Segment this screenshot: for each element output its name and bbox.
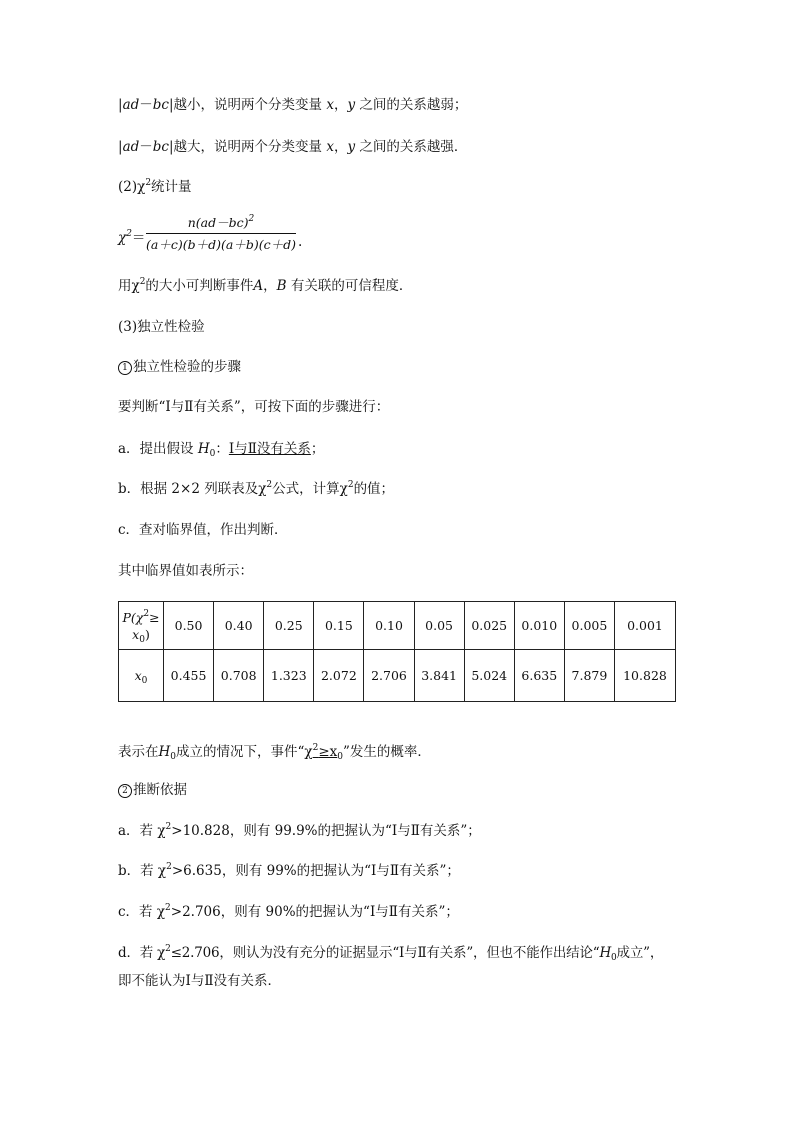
- inference-c: c．若 $\chi^2>2.706$，则有 90%的把握认为“Ⅰ与Ⅱ有关系”；: [118, 903, 459, 920]
- step-a: a．提出假设 $H_0$：Ⅰ与Ⅱ没有关系；: [118, 441, 325, 459]
- circled-number-1: 1: [118, 361, 132, 375]
- fraction-bar: [146, 233, 296, 234]
- inference-a: a．若 $\chi^2>10.828$，则有 99.9%的把握认为“Ⅰ与Ⅱ有关系”；: [118, 822, 481, 839]
- circled-number-2: 2: [118, 784, 132, 798]
- table-cell: 3.841: [414, 650, 464, 702]
- step-b: b．根据 2×2 列联表及$\chi^2$公式，计算$\chi^2$的值；: [118, 480, 395, 497]
- table-cell: 0.455: [164, 650, 214, 702]
- inference-b: b．若 $\chi^2>6.635$，则有 99%的把握认为“Ⅰ与Ⅱ有关系”；: [118, 862, 460, 879]
- table-header-probability: $P(\chi^2\ge$ $x_0$): [119, 602, 164, 650]
- table-cell: 1.323: [264, 650, 314, 702]
- step-c: c．查对临界值，作出判断．: [118, 522, 288, 538]
- text-line-chi-square-usage: 用$\chi^2$的大小可判断事件A，B 有关联的可信程度．: [118, 277, 413, 294]
- table-header-critical-value: $x_0$: [119, 650, 164, 702]
- table-cell: 0.025: [464, 602, 514, 650]
- table-cell: 0.05: [414, 602, 464, 650]
- text-line-table-intro: 其中临界值如表所示：: [118, 563, 253, 579]
- table-cell: 2.072: [314, 650, 364, 702]
- table-cell: 0.005: [564, 602, 614, 650]
- text-line-weak-relation: |ad－bc|越小，说明两个分类变量 x，y 之间的关系越弱；: [118, 97, 468, 113]
- table-cell: 0.10: [364, 602, 414, 650]
- text-line-probability-meaning: 表示在$H_0$成立的情况下，事件“$\chi^2\ge x_0$”发生的概率．: [118, 743, 431, 762]
- table-cell: 10.828: [614, 650, 675, 702]
- section-heading-independence-test: (3)独立性检验: [118, 319, 205, 335]
- table-cell: 2.706: [364, 650, 414, 702]
- table-cell: 0.001: [614, 602, 675, 650]
- table-cell: 0.15: [314, 602, 364, 650]
- text-line-steps-intro: 要判断“Ⅰ与Ⅱ有关系”，可按下面的步骤进行：: [118, 399, 390, 415]
- critical-value-table: [118, 601, 676, 702]
- table-cell: 6.635: [514, 650, 564, 702]
- table-cell: 0.010: [514, 602, 564, 650]
- chi-square-formula: [118, 214, 308, 258]
- table-cell: 5.024: [464, 650, 514, 702]
- subheading-inference-basis: 2 推断依据: [118, 781, 187, 799]
- formula-denominator: (a＋c)(b＋d)(a＋b)(c＋d): [146, 237, 296, 252]
- formula-fraction: [146, 214, 296, 254]
- section-heading-chi-square-statistic: $(2)\chi^2$统计量: [118, 178, 192, 195]
- inference-d: d．若 $\chi^2\le 2.706$，则认为没有充分的证据显示“Ⅰ与Ⅱ有关系”，但也不能作出结论“$H_0$成立”，: [118, 944, 664, 963]
- table-row-critical-values: [119, 650, 676, 702]
- table-cell: 0.50: [164, 602, 214, 650]
- formula-lhs: $\chi^2=$: [118, 229, 146, 246]
- table-cell: 7.879: [564, 650, 614, 702]
- table-row-probabilities: [119, 602, 676, 650]
- subheading-test-steps: 1 独立性检验的步骤: [118, 358, 241, 376]
- inference-d-continued: 即不能认为Ⅰ与Ⅱ没有关系．: [118, 973, 282, 989]
- table-cell: 0.40: [214, 602, 264, 650]
- text-line-strong-relation: |ad－bc|越大，说明两个分类变量 x，y 之间的关系越强．: [118, 139, 468, 155]
- table-cell: 0.25: [264, 602, 314, 650]
- table-cell: 0.708: [214, 650, 264, 702]
- formula-period: .: [298, 234, 303, 250]
- formula-numerator: $n(ad-bc)^2$: [187, 214, 255, 230]
